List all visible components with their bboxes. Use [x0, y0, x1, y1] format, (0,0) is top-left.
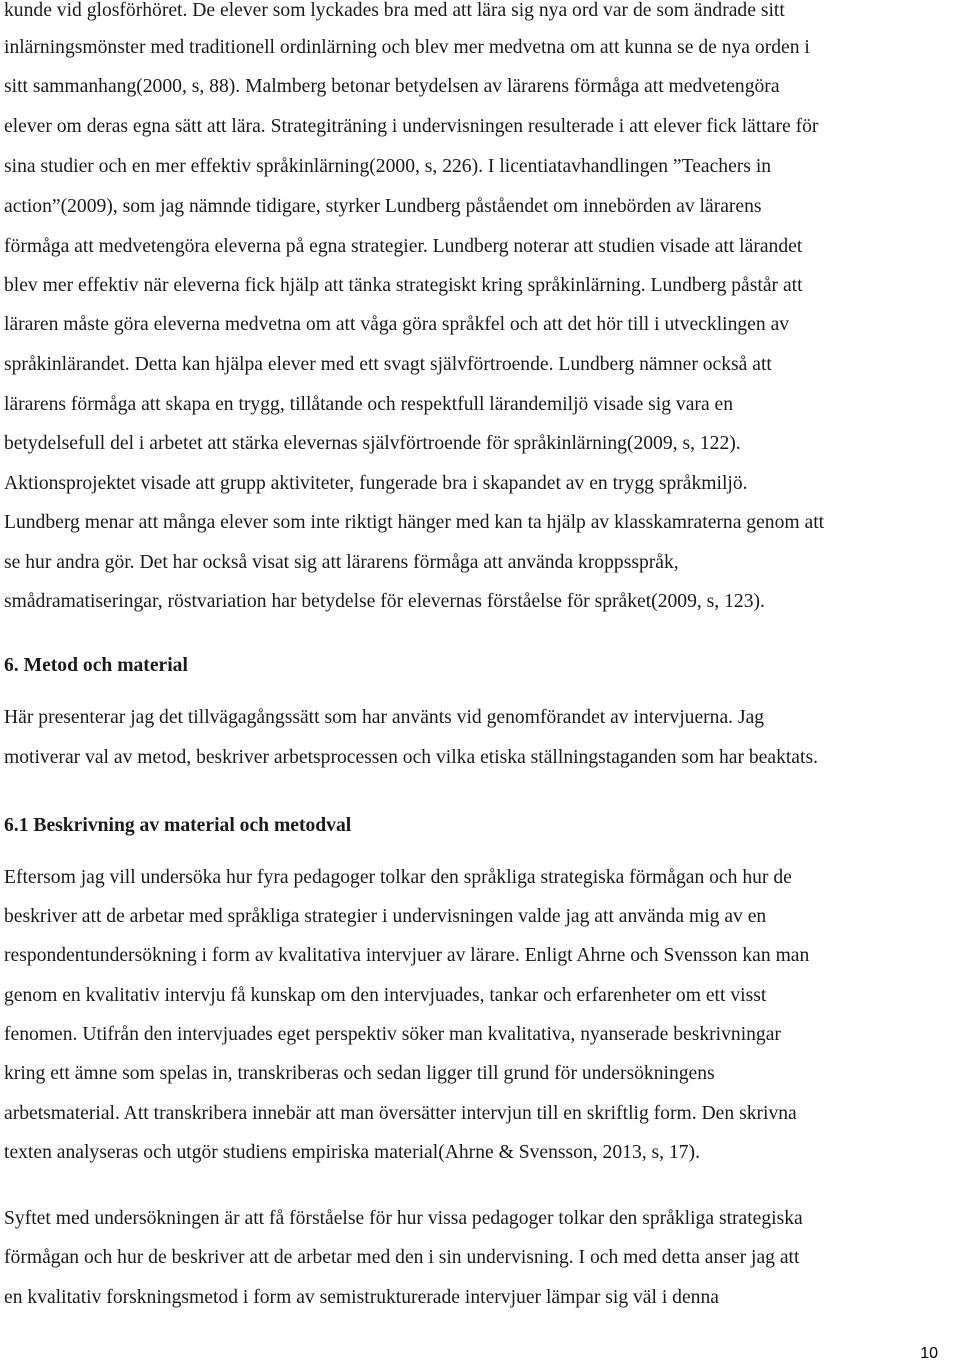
text-line: respondentundersökning i form av kvalitativa intervjuer av lärare. Enligt Ahrne och Svensson kan man — [4, 945, 810, 966]
text-line: elever om deras egna sätt att lära. Strategiträning i undervisningen resulterade i att elever fick lättare för — [4, 116, 819, 137]
text-line: inlärningsmönster med traditionell ordinlärning och blev mer medvetna om att kunna se de nya orden i — [4, 37, 810, 58]
text-line: Eftersom jag vill undersöka hur fyra pedagoger tolkar den språkliga strategiska förmågan och hur de — [4, 867, 792, 888]
text-line: läraren måste göra eleverna medvetna om att våga göra språkfel och att det hör till i utvecklingen av — [4, 314, 790, 335]
text-line: blev mer effektiv när eleverna fick hjälp att tänka strategiskt kring språkinlärning. Lundberg påstår att — [4, 275, 803, 296]
text-line: Aktionsprojektet visade att grupp aktiviteter, fungerade bra i skapandet av en trygg språkmiljö. — [4, 473, 748, 494]
text-line: sina studier och en mer effektiv språkinlärning(2000, s, 226). I licentiatavhandlingen ”Teachers in — [4, 156, 772, 177]
page-number: 10 — [920, 1345, 938, 1362]
text-line: fenomen. Utifrån den intervjuades eget perspektiv söker man kvalitativa, nyanserade beskrivningar — [4, 1024, 781, 1045]
text-line: kring ett ämne som spelas in, transkriberas och sedan ligger till grund för undersökningens — [4, 1063, 715, 1084]
text-line: se hur andra gör. Det har också visat sig att lärarens förmåga att använda kroppsspråk, — [4, 552, 679, 573]
text-line: en kvalitativ forskningsmetod i form av semistrukturerade intervjuer lämpar sig väl i denna — [4, 1287, 719, 1308]
text-line: arbetsmaterial. Att transkribera innebär att man översätter intervjun till en skriftlig form. Den skrivna — [4, 1103, 797, 1124]
section-heading: 6.1 Beskrivning av material och metodval — [4, 815, 352, 836]
text-line: kunde vid glosförhöret. De elever som lyckades bra med att lära sig nya ord var de som ändrade sitt — [4, 0, 785, 21]
text-line: action”(2009), som jag nämnde tidigare, styrker Lundberg påståendet om innebörden av lärarens — [4, 196, 762, 217]
text-line: beskriver att de arbetar med språkliga strategier i undervisningen valde jag att använda mig av en — [4, 906, 767, 927]
text-line: förmågan och hur de beskriver att de arbetar med den i sin undervisning. I och med detta anser jag att — [4, 1247, 800, 1268]
text-line: lärarens förmåga att skapa en trygg, tillåtande och respektfull lärandemiljö visade sig vara en — [4, 394, 734, 415]
text-line: motiverar val av metod, beskriver arbetsprocessen och vilka etiska ställningstaganden som har beaktats. — [4, 747, 818, 768]
text-line: sitt sammanhang(2000, s, 88). Malmberg betonar betydelsen av lärarens förmåga att medvetengöra — [4, 76, 780, 97]
text-line: genom en kvalitativ intervju få kunskap om den intervjuades, tankar och erfarenheter om ett visst — [4, 985, 767, 1006]
text-line: texten analyseras och utgör studiens empiriska material(Ahrne & Svensson, 2013, s, 17). — [4, 1142, 700, 1163]
text-line: smådramatiseringar, röstvariation har betydelse för elevernas förståelse för språket(2009, s, 123). — [4, 591, 765, 612]
text-line: Syftet med undersökningen är att få förståelse för hur vissa pedagoger tolkar den språkliga strategiska — [4, 1208, 803, 1229]
text-line: Lundberg menar att många elever som inte riktigt hänger med kan ta hjälp av klasskamraterna genom att — [4, 512, 825, 533]
section-heading: 6. Metod och material — [4, 655, 188, 676]
text-line: Här presenterar jag det tillvägagångssätt som har använts vid genomförandet av intervjuerna. Jag — [4, 707, 765, 728]
text-line: betydelsefull del i arbetet att stärka elevernas självförtroende för språkinlärning(2009, s, 122). — [4, 433, 741, 454]
text-line: språkinlärandet. Detta kan hjälpa elever med ett svagt självförtroende. Lundberg nämner också att — [4, 354, 772, 375]
text-line: förmåga att medvetengöra eleverna på egna strategier. Lundberg noterar att studien visade att lärandet — [4, 236, 803, 257]
